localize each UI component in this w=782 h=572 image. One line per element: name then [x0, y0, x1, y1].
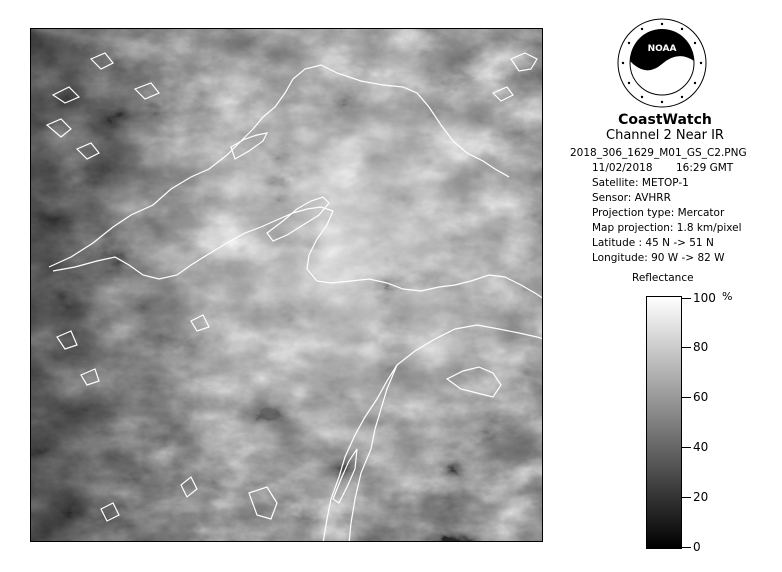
projection-type-label: Projection type: Mercator — [592, 207, 725, 219]
channel-title: Channel 2 Near IR — [606, 128, 724, 143]
legend-title: Reflectance — [632, 272, 694, 284]
scale-label-20: 20 — [693, 490, 709, 504]
date-label: 11/02/2018 — [592, 162, 653, 174]
satellite-map — [30, 28, 543, 542]
dark-land-shade — [31, 29, 543, 542]
brand-title: CoastWatch — [618, 112, 712, 128]
reflectance-image — [31, 29, 543, 542]
satellite-label: Satellite: METOP-1 — [592, 177, 689, 189]
scale-tick — [681, 497, 691, 498]
scale-label-60: 60 — [693, 390, 709, 404]
legend-unit: % — [722, 290, 733, 303]
svg-text:NOAA: NOAA — [647, 44, 677, 54]
scale-tick — [681, 547, 691, 548]
noaa-logo — [617, 18, 707, 108]
reflectance-color-scale — [646, 296, 682, 549]
scale-tick — [681, 298, 691, 299]
filename-label: 2018_306_1629_M01_GS_C2.PNG — [570, 147, 747, 159]
scale-tick — [681, 447, 691, 448]
scale-label-40: 40 — [693, 440, 709, 454]
scale-tick — [681, 347, 691, 348]
sensor-label: Sensor: AVHRR — [592, 192, 671, 204]
scale-label-0: 0 — [693, 540, 701, 554]
scale-tick — [681, 397, 691, 398]
longitude-label: Longitude: 90 W -> 82 W — [592, 252, 725, 264]
latitude-label: Latitude : 45 N -> 51 N — [592, 237, 714, 249]
scale-label-80: 80 — [693, 340, 709, 354]
map-projection-label: Map projection: 1.8 km/pixel — [592, 222, 742, 234]
scale-label-100: 100 — [693, 291, 716, 305]
time-label: 16:29 GMT — [676, 162, 734, 174]
